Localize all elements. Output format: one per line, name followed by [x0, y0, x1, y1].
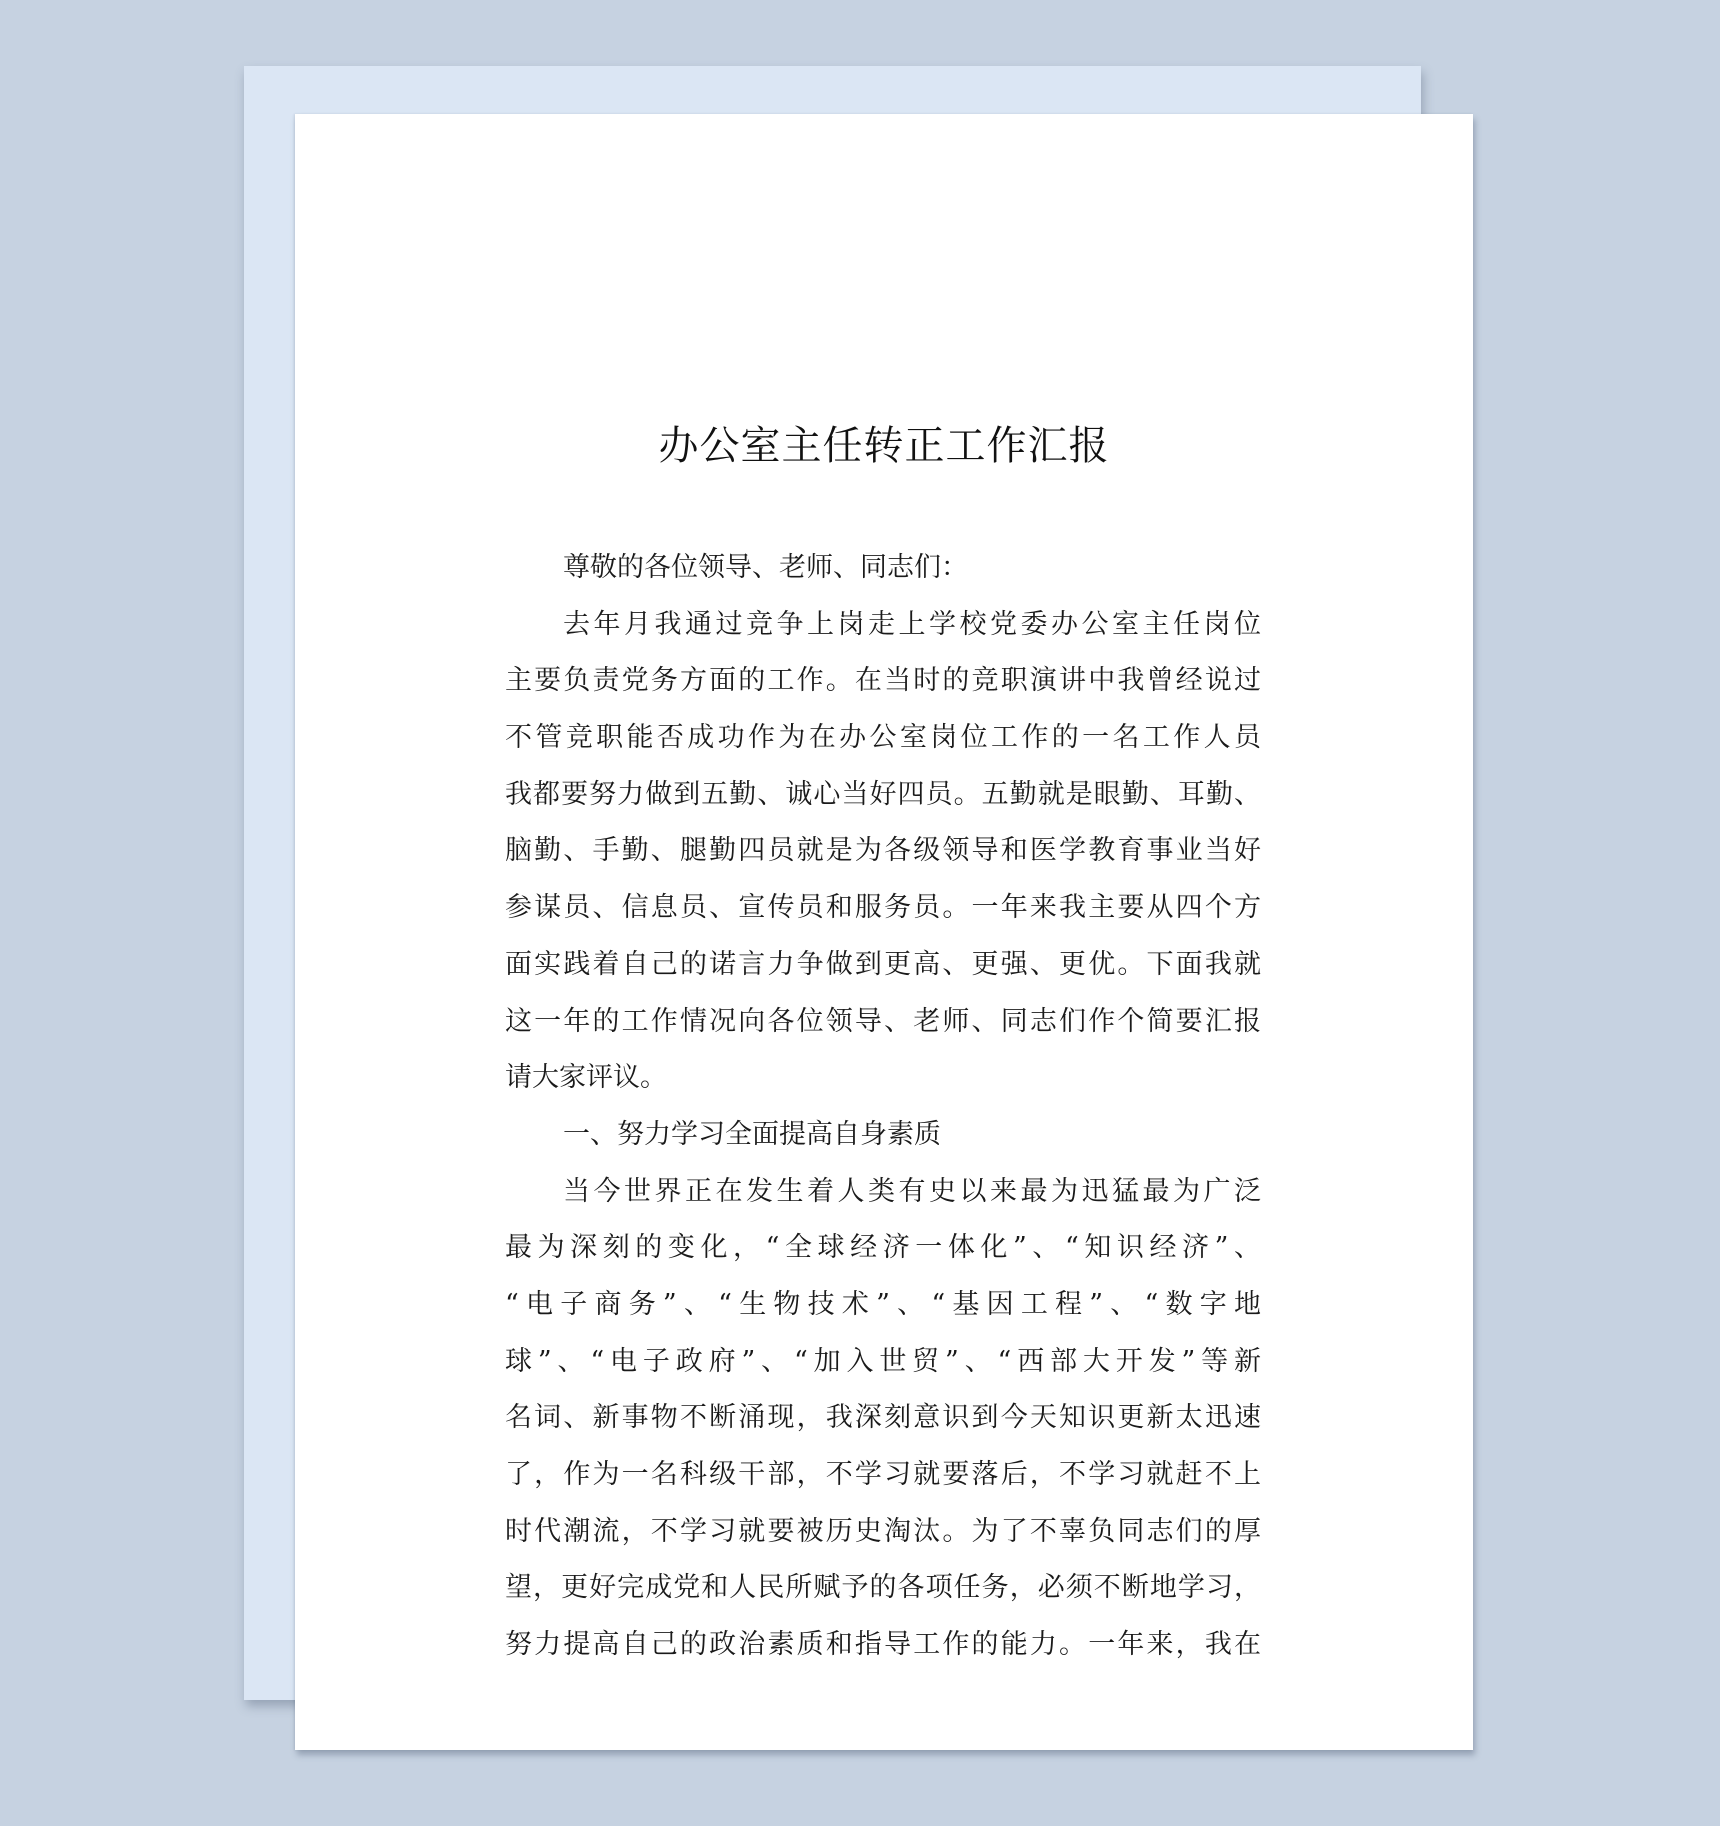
document-line: 我都要努力做到五勤、诚心当好四员。五勤就是眼勤、耳勤、	[505, 778, 1261, 810]
document-title: 办公室主任转正工作汇报	[658, 423, 1110, 469]
document-line: 主要负责党务方面的工作。在当时的竞职演讲中我曾经说过	[505, 665, 1261, 697]
document-line: 了，作为一名科级干部，不学习就要落后，不学习就赶不上	[505, 1459, 1261, 1490]
document-line: 这一年的工作情况向各位领导、老师、同志们作个简要汇报	[505, 1005, 1261, 1037]
document-line: 名词、新事物不断涌现，我深刻意识到今天知识更新太迅速	[505, 1402, 1261, 1434]
document-line: 当今世界正在发生着人类有史以来最为迅猛最为广泛	[563, 1175, 1261, 1207]
document-line: 球”、“电子政府”、“加入世贸”、“西部大开发”等新	[505, 1345, 1261, 1377]
document-line: 去年月我通过竞争上岗走上学校党委办公室主任岗位	[563, 608, 1261, 640]
document-line: 一、努力学习全面提高自身素质	[563, 1118, 941, 1150]
document-line: 最为深刻的变化，“全球经济一体化”、“知识经济”、	[505, 1232, 1261, 1264]
document-line: 脑勤、手勤、腿勤四员就是为各级领导和医学教育事业当好	[505, 835, 1261, 867]
document-line: 望，更好完成党和人民所赋予的各项任务，必须不断地学习，	[505, 1572, 1261, 1604]
document-line: 不管竞职能否成功作为在办公室岗位工作的一名工作人员	[505, 722, 1261, 754]
document-line: 时代潮流，不学习就要被历史淘汰。为了不辜负同志们的厚	[505, 1515, 1261, 1547]
document-line: 面实践着自己的诺言力争做到更高、更强、更优。下面我就	[505, 948, 1261, 980]
document-line: 尊敬的各位领导、老师、同志们：	[563, 552, 968, 583]
document-line: 努力提高自己的政治素质和指导工作的能力。一年来，我在	[505, 1629, 1261, 1661]
document-body	[505, 540, 1261, 1674]
document-page	[295, 114, 1473, 1750]
document-line: 请大家评议。	[505, 1062, 667, 1094]
document-line: 参谋员、信息员、宣传员和服务员。一年来我主要从四个方	[505, 892, 1261, 924]
document-line: “电子商务”、“生物技术”、“基因工程”、“数字地	[505, 1288, 1261, 1320]
